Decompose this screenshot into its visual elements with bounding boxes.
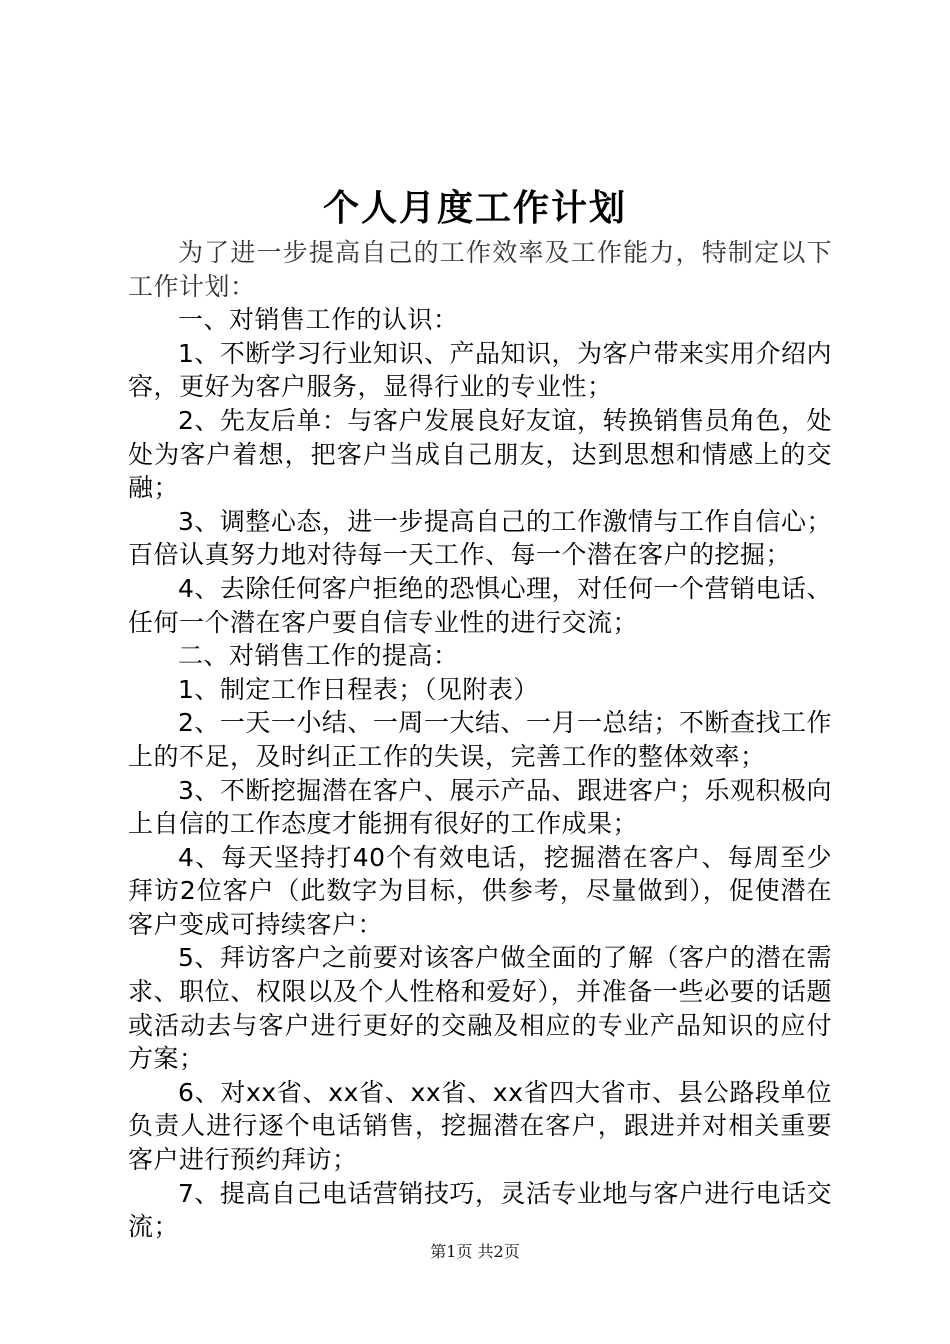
page-footer: 第1页 共2页 xyxy=(430,1242,520,1261)
paragraph: 6、对xx省、xx省、xx省、xx省四大省市、县公路段单位负责人进行逐个电话销售，挖掘潜在客户，跟进并对相关重要客户进行预约拜访； xyxy=(128,1077,832,1175)
paragraph: 4、去除任何客户拒绝的恐惧心理，对任何一个营销电话、任何一个潜在客户要自信专业性的进行交流； xyxy=(128,573,832,637)
paragraph: 2、先友后单：与客户发展良好友谊，转换销售员角色，处处为客户着想，把客户当成自己朋友，达到思想和情感上的交融； xyxy=(128,405,832,503)
paragraph: 1、不断学习行业知识、产品知识，为客户带来实用介绍内容，更好为客户服务，显得行业的专业性； xyxy=(128,338,832,402)
paragraph: 3、调整心态，进一步提高自己的工作激情与工作自信心；百倍认真努力地对待每一天工作、每一个潜在客户的挖掘； xyxy=(128,506,832,570)
document-body xyxy=(128,236,832,1244)
paragraph: 2、一天一小结、一周一大结、一月一总结；不断查找工作上的不足，及时纠正工作的失误，完善工作的整体效率； xyxy=(128,708,832,771)
paragraph: 4、每天坚持打40个有效电话，挖掘潜在客户、每周至少拜访2位客户（此数字为目标，供参考，尽量做到），促使潜在客户变成可持续客户： xyxy=(128,842,832,939)
paragraph: 3、不断挖掘潜在客户、展示产品、跟进客户；乐观积极向上自信的工作态度才能拥有很好的工作成果； xyxy=(128,775,832,839)
section-heading-2: 二、对销售工作的提高： xyxy=(178,641,459,671)
document-title: 个人月度工作计划 xyxy=(322,187,627,229)
paragraph-intro: 为了进一步提高自己的工作效率及工作能力，特制定以下工作计划： xyxy=(128,238,832,301)
paragraph: 5、拜访客户之前要对该客户做全面的了解（客户的潜在需求、职位、权限以及个人性格和爱好），并准备一些必要的话题或活动去与客户进行更好的交融及相应的专业产品知识的应付方案； xyxy=(128,943,832,1074)
section-heading-1: 一、对销售工作的认识： xyxy=(178,305,459,335)
paragraph: 1、制定工作日程表；（见附表） xyxy=(178,674,539,704)
paragraph: 7、提高自己电话营销技巧，灵活专业地与客户进行电话交流； xyxy=(128,1178,832,1242)
